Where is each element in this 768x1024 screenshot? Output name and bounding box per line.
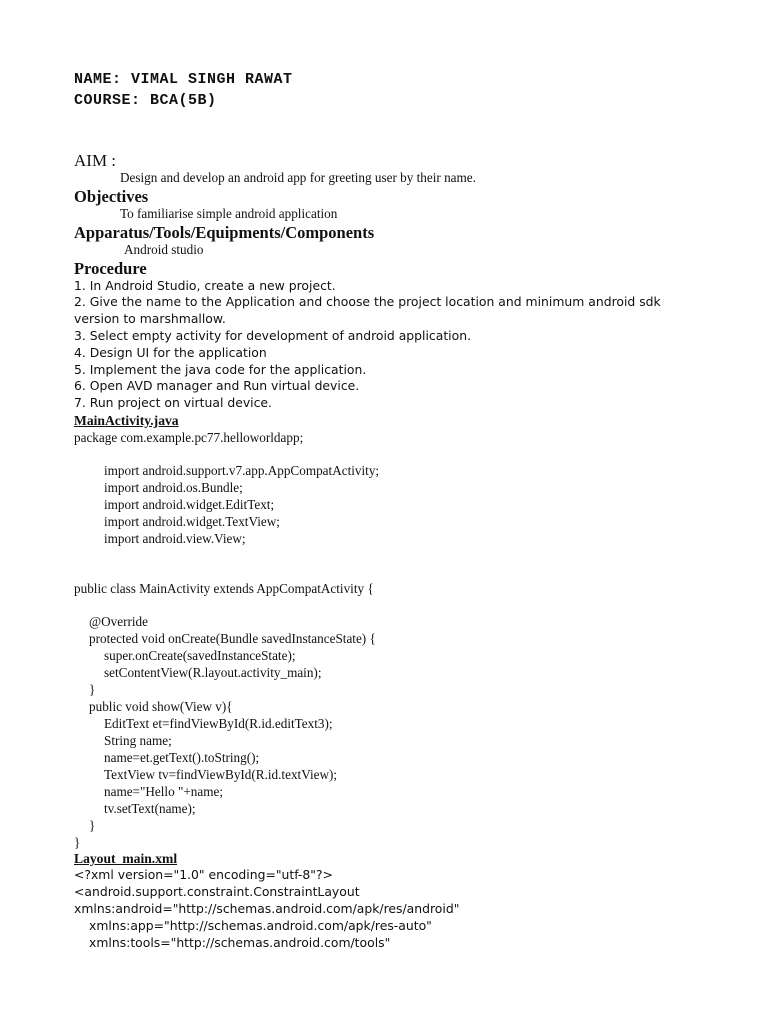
code-line: super.onCreate(savedInstanceState);: [104, 648, 296, 663]
objectives-heading: Objectives: [74, 187, 149, 206]
import-line: import android.view.View;: [104, 531, 246, 546]
code-line: tv.setText(name);: [104, 801, 196, 816]
aim-text: Design and develop an android app for greeting user by their name.: [120, 170, 476, 185]
code-line: setContentView(R.layout.activity_main);: [104, 665, 322, 680]
import-line: import android.support.v7.app.AppCompatActivity;: [104, 463, 380, 478]
procedure-step: 7. Run project on virtual device.: [74, 395, 272, 410]
procedure-step: 6. Open AVD manager and Run virtual device.: [74, 378, 360, 393]
student-name: NAME: VIMAL SINGH RAWAT: [74, 71, 293, 88]
xml-line: xmlns:app="http://schemas.android.com/apk/res-auto": [89, 918, 432, 933]
procedure-step: 2. Give the name to the Application and choose the project location and minimum android sdk: [74, 294, 661, 309]
code-line: String name;: [104, 733, 172, 748]
course-line: COURSE: BCA(5B): [74, 92, 217, 109]
procedure-heading: Procedure: [74, 259, 147, 278]
main-activity-heading: MainActivity.java: [74, 413, 179, 428]
code-line: EditText et=findViewById(R.id.editText3);: [104, 716, 333, 731]
import-line: import android.os.Bundle;: [104, 480, 243, 495]
xml-line: xmlns:tools="http://schemas.android.com/tools": [89, 935, 391, 950]
code-line: public void show(View v){: [89, 699, 233, 714]
code-line: TextView tv=findViewById(R.id.textView);: [104, 767, 338, 782]
procedure-step: version to marshmallow.: [74, 311, 226, 326]
code-line: protected void onCreate(Bundle savedInstanceState) {: [89, 631, 376, 646]
aim-heading: AIM :: [74, 151, 117, 170]
apparatus-heading: Apparatus/Tools/Equipments/Components: [74, 223, 375, 242]
code-line: }: [74, 835, 81, 850]
xml-line: <?xml version="1.0" encoding="utf-8"?>: [74, 867, 333, 882]
code-line: }: [89, 682, 96, 697]
xml-line: <android.support.constraint.ConstraintLayout: [74, 884, 360, 899]
import-line: import android.widget.TextView;: [104, 514, 280, 529]
apparatus-text: Android studio: [124, 242, 204, 257]
procedure-step: 5. Implement the java code for the application.: [74, 362, 367, 377]
package-line: package com.example.pc77.helloworldapp;: [74, 430, 304, 445]
objectives-text: To familiarise simple android application: [120, 206, 338, 221]
code-line: }: [89, 818, 96, 833]
code-line: @Override: [89, 614, 149, 629]
code-line: name=et.getText().toString();: [104, 750, 260, 765]
procedure-step: 1. In Android Studio, create a new project.: [74, 278, 336, 293]
import-line: import android.widget.EditText;: [104, 497, 275, 512]
code-line: public class MainActivity extends AppCompatActivity {: [74, 581, 374, 596]
procedure-step: 4. Design UI for the application: [74, 345, 267, 360]
code-line: name="Hello "+name;: [104, 784, 224, 799]
procedure-step: 3. Select empty activity for development of android application.: [74, 328, 472, 343]
xml-line: xmlns:android="http://schemas.android.com/apk/res/android": [74, 901, 460, 916]
layout-main-heading: Layout_main.xml: [74, 851, 178, 866]
